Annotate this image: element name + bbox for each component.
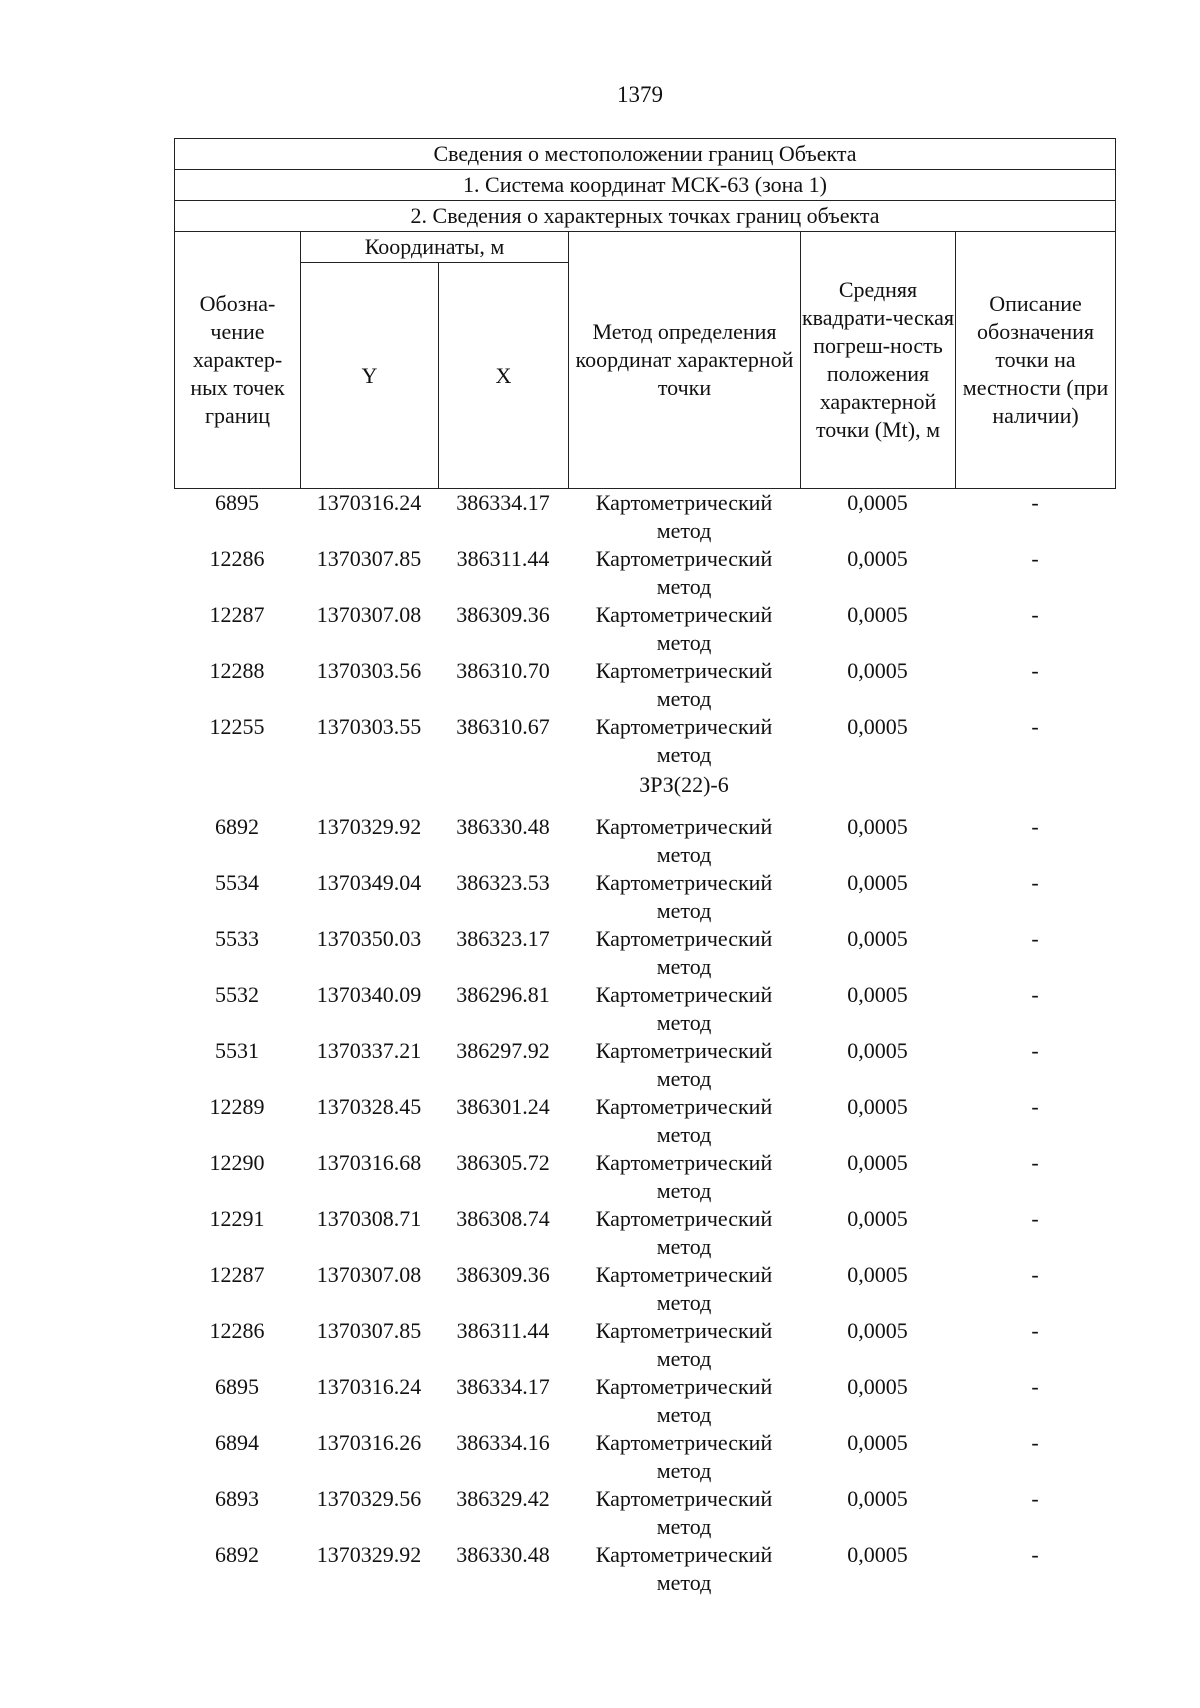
cell-point-id: 6895 <box>215 1374 259 1399</box>
cell-description: - <box>1031 870 1039 895</box>
cell-mean-error: 0,0005 <box>847 1094 908 1119</box>
table-row <box>174 1037 1115 1093</box>
cell-method: Картометрический метод <box>595 1038 773 1091</box>
cell-mean-error: 0,0005 <box>847 546 908 571</box>
cell-mean-error: 0,0005 <box>847 926 908 951</box>
cell-coord-x: 386323.53 <box>456 870 550 895</box>
cell-description: - <box>1031 1206 1039 1231</box>
title-coordinate-system: 1. Система координат МСК-63 (зона 1) <box>175 170 1116 201</box>
cell-point-id: 12290 <box>209 1150 265 1175</box>
cell-mean-error: 0,0005 <box>847 1486 908 1511</box>
cell-method: Картометрический метод <box>595 1486 773 1539</box>
cell-point-id: 12291 <box>209 1206 265 1231</box>
cell-method: Картометрический метод <box>595 546 773 599</box>
cell-coord-x: 386311.44 <box>456 546 550 571</box>
cell-coord-x: 386329.42 <box>456 1486 550 1511</box>
title-boundaries: Сведения о местоположении границ Объекта <box>175 139 1116 170</box>
cell-point-id: 5531 <box>215 1038 259 1063</box>
cell-mean-error: 0,0005 <box>847 658 908 683</box>
cell-method: Картометрический метод <box>595 926 773 979</box>
cell-point-id: 12288 <box>209 658 265 683</box>
table-row <box>174 869 1115 925</box>
cell-method: Картометрический метод <box>595 1150 773 1203</box>
cell-method: Картометрический метод <box>595 490 773 543</box>
cell-coord-x: 386334.17 <box>456 490 550 515</box>
cell-coord-y: 1370316.68 <box>316 1150 422 1175</box>
table-row <box>174 489 1115 545</box>
header-designation: Обозна-чение характер-ных точек границ <box>175 232 301 489</box>
cell-method: Картометрический метод <box>595 658 773 711</box>
table-row <box>174 657 1115 713</box>
cell-method: Картометрический метод <box>595 1262 773 1315</box>
cell-point-id: 6893 <box>215 1486 259 1511</box>
cell-point-id: 6894 <box>215 1430 259 1455</box>
cell-method: Картометрический метод <box>595 1430 773 1483</box>
table-row <box>174 813 1115 869</box>
cell-description: - <box>1031 1374 1039 1399</box>
cell-coord-x: 386310.67 <box>456 714 550 739</box>
cell-mean-error: 0,0005 <box>847 1262 908 1287</box>
cell-mean-error: 0,0005 <box>847 1542 908 1567</box>
table-row <box>174 1429 1115 1485</box>
cell-mean-error: 0,0005 <box>847 1206 908 1231</box>
cell-coord-y: 1370307.85 <box>316 1318 422 1343</box>
table-row <box>174 1093 1115 1149</box>
cell-description: - <box>1031 1150 1039 1175</box>
section-label: ЗРЗ(22)-6 <box>639 772 729 797</box>
cell-coord-x: 386311.44 <box>456 1318 550 1343</box>
cell-coord-y: 1370328.45 <box>316 1094 422 1119</box>
table-row <box>174 1485 1115 1541</box>
table-row <box>174 713 1115 769</box>
cell-point-id: 6892 <box>215 1542 259 1567</box>
cell-coord-y: 1370303.56 <box>316 658 422 683</box>
cell-mean-error: 0,0005 <box>847 714 908 739</box>
cell-description: - <box>1031 1038 1039 1063</box>
cell-point-id: 5534 <box>215 870 259 895</box>
cell-coord-x: 386305.72 <box>456 1150 550 1175</box>
points-table <box>174 489 1115 1597</box>
cell-coord-y: 1370316.26 <box>316 1430 422 1455</box>
section-spacer <box>800 769 1115 813</box>
cell-description: - <box>1031 490 1039 515</box>
cell-point-id: 12287 <box>209 1262 265 1287</box>
cell-coord-x: 386334.17 <box>456 1374 550 1399</box>
cell-coord-x: 386330.48 <box>456 1542 550 1567</box>
cell-mean-error: 0,0005 <box>847 1038 908 1063</box>
cell-method: Картометрический метод <box>595 1094 773 1147</box>
cell-method: Картометрический метод <box>595 870 773 923</box>
title-points: 2. Сведения о характерных точках границ объекта <box>175 201 1116 232</box>
cell-coord-x: 386330.48 <box>456 814 550 839</box>
cell-point-id: 6895 <box>215 490 259 515</box>
cell-coord-y: 1370316.24 <box>316 490 422 515</box>
cell-coord-y: 1370329.56 <box>316 1486 422 1511</box>
cell-coord-x: 386309.36 <box>456 1262 550 1287</box>
cell-description: - <box>1031 546 1039 571</box>
cell-description: - <box>1031 982 1039 1007</box>
cell-point-id: 12289 <box>209 1094 265 1119</box>
table-row <box>174 1317 1115 1373</box>
cell-method: Картометрический метод <box>595 1542 773 1595</box>
table-row <box>174 981 1115 1037</box>
table-row <box>174 1205 1115 1261</box>
cell-mean-error: 0,0005 <box>847 602 908 627</box>
cell-coord-x: 386308.74 <box>456 1206 550 1231</box>
cell-coord-x: 386301.24 <box>456 1094 550 1119</box>
cell-coord-y: 1370303.55 <box>316 714 422 739</box>
cell-description: - <box>1031 658 1039 683</box>
cell-description: - <box>1031 1318 1039 1343</box>
cell-mean-error: 0,0005 <box>847 1318 908 1343</box>
cell-coord-y: 1370350.03 <box>316 926 422 951</box>
cell-coord-y: 1370307.08 <box>316 1262 422 1287</box>
cell-point-id: 12255 <box>209 714 265 739</box>
table-row <box>174 545 1115 601</box>
table-row <box>174 1261 1115 1317</box>
cell-coord-y: 1370329.92 <box>316 814 422 839</box>
cell-coord-y: 1370349.04 <box>316 870 422 895</box>
cell-description: - <box>1031 1542 1039 1567</box>
cell-point-id: 12287 <box>209 602 265 627</box>
cell-method: Картометрический метод <box>595 714 773 767</box>
cell-method: Картометрический метод <box>595 1318 773 1371</box>
cell-description: - <box>1031 602 1039 627</box>
cell-coord-x: 386310.70 <box>456 658 550 683</box>
cell-method: Картометрический метод <box>595 982 773 1035</box>
header-x: X <box>439 263 569 489</box>
cell-description: - <box>1031 814 1039 839</box>
cell-description: - <box>1031 1094 1039 1119</box>
section-spacer <box>174 769 568 813</box>
cell-mean-error: 0,0005 <box>847 814 908 839</box>
cell-coord-y: 1370308.71 <box>316 1206 422 1231</box>
table-row <box>174 1149 1115 1205</box>
header-description: Описание обозначения точки на местности (при наличии) <box>956 232 1116 489</box>
header-method: Метод определения координат характерной точки <box>569 232 801 489</box>
cell-coord-y: 1370329.92 <box>316 1542 422 1567</box>
header-table <box>174 138 1116 489</box>
cell-point-id: 5533 <box>215 926 259 951</box>
cell-mean-error: 0,0005 <box>847 870 908 895</box>
cell-description: - <box>1031 1262 1039 1287</box>
cell-coord-y: 1370307.85 <box>316 546 422 571</box>
cell-coord-x: 386323.17 <box>456 926 550 951</box>
cell-method: Картометрический метод <box>595 1374 773 1427</box>
section-row <box>174 769 1115 813</box>
cell-method: Картометрический метод <box>595 1206 773 1259</box>
cell-coord-y: 1370340.09 <box>316 982 422 1007</box>
page-number: 1379 <box>617 82 663 107</box>
cell-coord-y: 1370307.08 <box>316 602 422 627</box>
cell-method: Картометрический метод <box>595 814 773 867</box>
cell-method: Картометрический метод <box>595 602 773 655</box>
cell-coord-x: 386296.81 <box>456 982 550 1007</box>
table-row <box>174 925 1115 981</box>
cell-coord-x: 386297.92 <box>456 1038 550 1063</box>
cell-mean-error: 0,0005 <box>847 982 908 1007</box>
cell-point-id: 12286 <box>209 1318 265 1343</box>
cell-coord-y: 1370316.24 <box>316 1374 422 1399</box>
cell-coord-y: 1370337.21 <box>316 1038 422 1063</box>
cell-mean-error: 0,0005 <box>847 1374 908 1399</box>
cell-point-id: 6892 <box>215 814 259 839</box>
header-y: Y <box>301 263 439 489</box>
cell-coord-x: 386334.16 <box>456 1430 550 1455</box>
table-row <box>174 601 1115 657</box>
cell-coord-x: 386309.36 <box>456 602 550 627</box>
cell-description: - <box>1031 926 1039 951</box>
table-row <box>174 1541 1115 1597</box>
cell-mean-error: 0,0005 <box>847 490 908 515</box>
header-error: Средняя квадрати-ческая погреш-ность положения характерной точки (Mt), м <box>801 232 956 489</box>
table-row <box>174 1373 1115 1429</box>
header-coordinates: Координаты, м <box>301 232 569 263</box>
cell-mean-error: 0,0005 <box>847 1150 908 1175</box>
cell-description: - <box>1031 714 1039 739</box>
cell-point-id: 12286 <box>209 546 265 571</box>
cell-description: - <box>1031 1486 1039 1511</box>
cell-description: - <box>1031 1430 1039 1455</box>
cell-mean-error: 0,0005 <box>847 1430 908 1455</box>
cell-point-id: 5532 <box>215 982 259 1007</box>
